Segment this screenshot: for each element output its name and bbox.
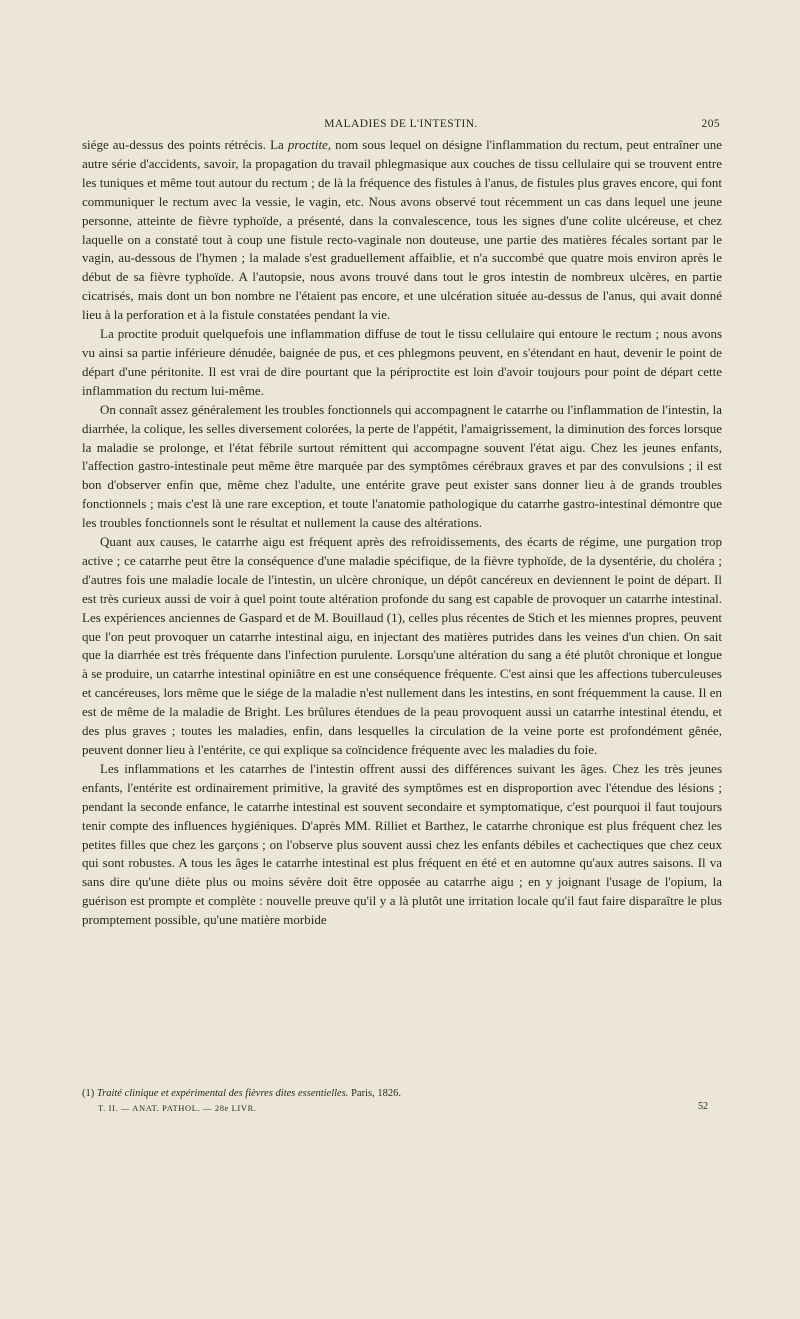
footnote-title: Traité clinique et expérimental des fièvres dites essentielles. (96, 1088, 349, 1099)
paragraph-1-rest: nom sous lequel on désigne l'inflammation du rectum, peut entraîner une autre série d'accidents, savoir, la propagation du travail phlegmasique aux couches de tissu cellulaire qui se trouvent entre les tuniques et même tout autour du rectum ; de là la fréquence des fistules à l'anus, de fistules plus graves encore, qui font communiquer le rectum avec la vessie, le vagin, etc. Nous avons observé tout récemment un cas dans lequel une jeune personne, atteinte de fièvre typhoïde, a présenté, dans la convalescence, tous les signes d'une colite ulcéreuse, et chez laquelle on a constaté tout à coup une fistule recto-vaginale non douteuse, une partie des matières fécales sortant par le vagin, au-dessous de l'hymen ; la malade s'est graduellement affaiblie, et n'a succombé que quatre mois environ après le début de sa fièvre typhoïde. A l'autopsie, nous avons trouvé dans tout le gros intestin de nombreux ulcères, en partie cicatrisés, mais dont un bon nombre ne l'étaient pas encore, et une ulcération située au-dessus de l'anus, qui avait donné lieu à la perforation et à la fistule constatées pendant la vie. (82, 137, 722, 323)
paragraph-1 (82, 136, 722, 325)
italic-term-proctite: proctite, (287, 137, 332, 152)
running-title: MALADIES DE L'INTESTIN. (324, 118, 478, 130)
page-footer (82, 1103, 722, 1117)
paragraph-5: Les inflammations et les catarrhes de l'intestin offrent aussi des différences suivant les âges. Chez les très jeunes enfants, l'entérite est ordinairement primitive, la gravité des symptômes est en disproportion avec l'étendue des lésions ; pendant la seconde enfance, le catarrhe intestinal est souvent secondaire et symptomatique, c'est pourquoi il faut toujours tenir compte des influences hygiéniques. D'après MM. Rilliet et Barthez, le catarrhe chronique est plus fréquent chez les petites filles que chez les garçons ; on l'observe plus souvent aussi chez les enfants débiles et cachectiques que chez ceux qui sont robustes. A tous les âges le catarrhe intestinal est plus fréquent en été et en automne qu'aux autres saisons. Il va sans dire qu'une diète plus ou moins sévère doit être opposée au catarrhe aigu ; en y joignant l'usage de l'opium, la guérison est prompte et complète : nouvelle preuve qu'il y a là plutôt une irritation locale qu'il faut faire disparaître le plus promptement possible, qu'une matière morbide (82, 760, 722, 928)
paragraph-1-start: siége au-dessus des points rétrécis. La (82, 137, 288, 152)
paragraph-4: Quant aux causes, le catarrhe aigu est fréquent après des refroidissements, des écarts de régime, une purgation trop active ; ce catarrhe peut être la conséquence d'une maladie spécifique, de la fièvre typhoïde, de la dysentérie, du choléra ; d'autres fois une maladie locale de l'intestin, un ulcère chronique, un dépôt cancéreux en deviennent le point de départ. Il est très curieux aussi de voir à quel point toute altération profonde du sang est capable de provoquer un catarrhe intestinal. Les expériences anciennes de Gaspard et de M. Bouillaud (1), celles plus récentes de Stich et les miennes propres, peuvent que l'on peut provoquer un catarrhe intestinal aigu, en injectant des matières putrides dans les veines d'un chien. On sait que la diarrhée est très fréquente dans l'infection purulente. Lorsqu'une altération du sang a été plutôt chronique et longue à se produire, un catarrhe intestinal opiniâtre en est une conséquence fréquente. C'est ainsi que les affections tuberculeuses et cancéreuses, lors même que le siége de la maladie n'est nullement dans les intestins, en sont fréquemment la cause. Il en est de même de la maladie de Bright. Les brûlures étendues de la peau provoquent aussi un catarrhe intestinal étendu, et des plus graves ; toutes les maladies, enfin, dans lesquelles la circulation de la veine porte est profondément gênée, peuvent donner lieu à l'entérite, ce qui explique sa coïncidence fréquente avec les maladies du foie. (82, 534, 722, 757)
signature-number: 52 (698, 1101, 708, 1112)
paragraph-3: On connaît assez généralement les troubles fonctionnels qui accompagnent le catarrhe ou l'inflammation de l'intestin, la diarrhée, la colique, les selles diversement colorées, la perte de l'appétit, l'amaigrissement, la diminution des forces lorsque la maladie se prolonge, et l'état fébrile surtout rémittent qui accompagne souvent l'état aigu. Chez les jeunes enfants, l'affection gastro-intestinale peut même être marquée par des symptômes cérébraux graves et par des convulsions ; il est bon d'observer enfin que, même chez l'adulte, une entérite grave peut exister sans donner lieu à de grands troubles fonctionnels ; mais c'est là une rare exception, et toute l'anatomie pathologique du catarrhe gastro-intestinal démontre que les troubles fonctionnels sont le résultat et nullement la cause des altérations. (82, 401, 722, 531)
paragraph-2: La proctite produit quelquefois une inflammation diffuse de tout le tissu cellulaire qui entoure le rectum ; nous avons vu ainsi sa partie inférieure dénudée, baignée de pus, et ces phlegmons peuvent, en s'étendant en haut, devenir le point de départ d'une péritonite. Il est vrai de dire pourtant que la périproctite est loin d'avoir toujours pour point de départ cette inflammation du rectum lui-même. (82, 326, 722, 398)
printer-signature: T. II. — ANAT. PATHOL. — 28e LIVR. (98, 1103, 257, 1113)
footnote-citation: Paris, 1826. (348, 1088, 401, 1099)
body-text (82, 136, 722, 930)
footnote-marker: (1) (82, 1088, 97, 1099)
page-number: 205 (701, 118, 720, 130)
page-header (82, 118, 720, 136)
footnote (82, 1087, 722, 1101)
